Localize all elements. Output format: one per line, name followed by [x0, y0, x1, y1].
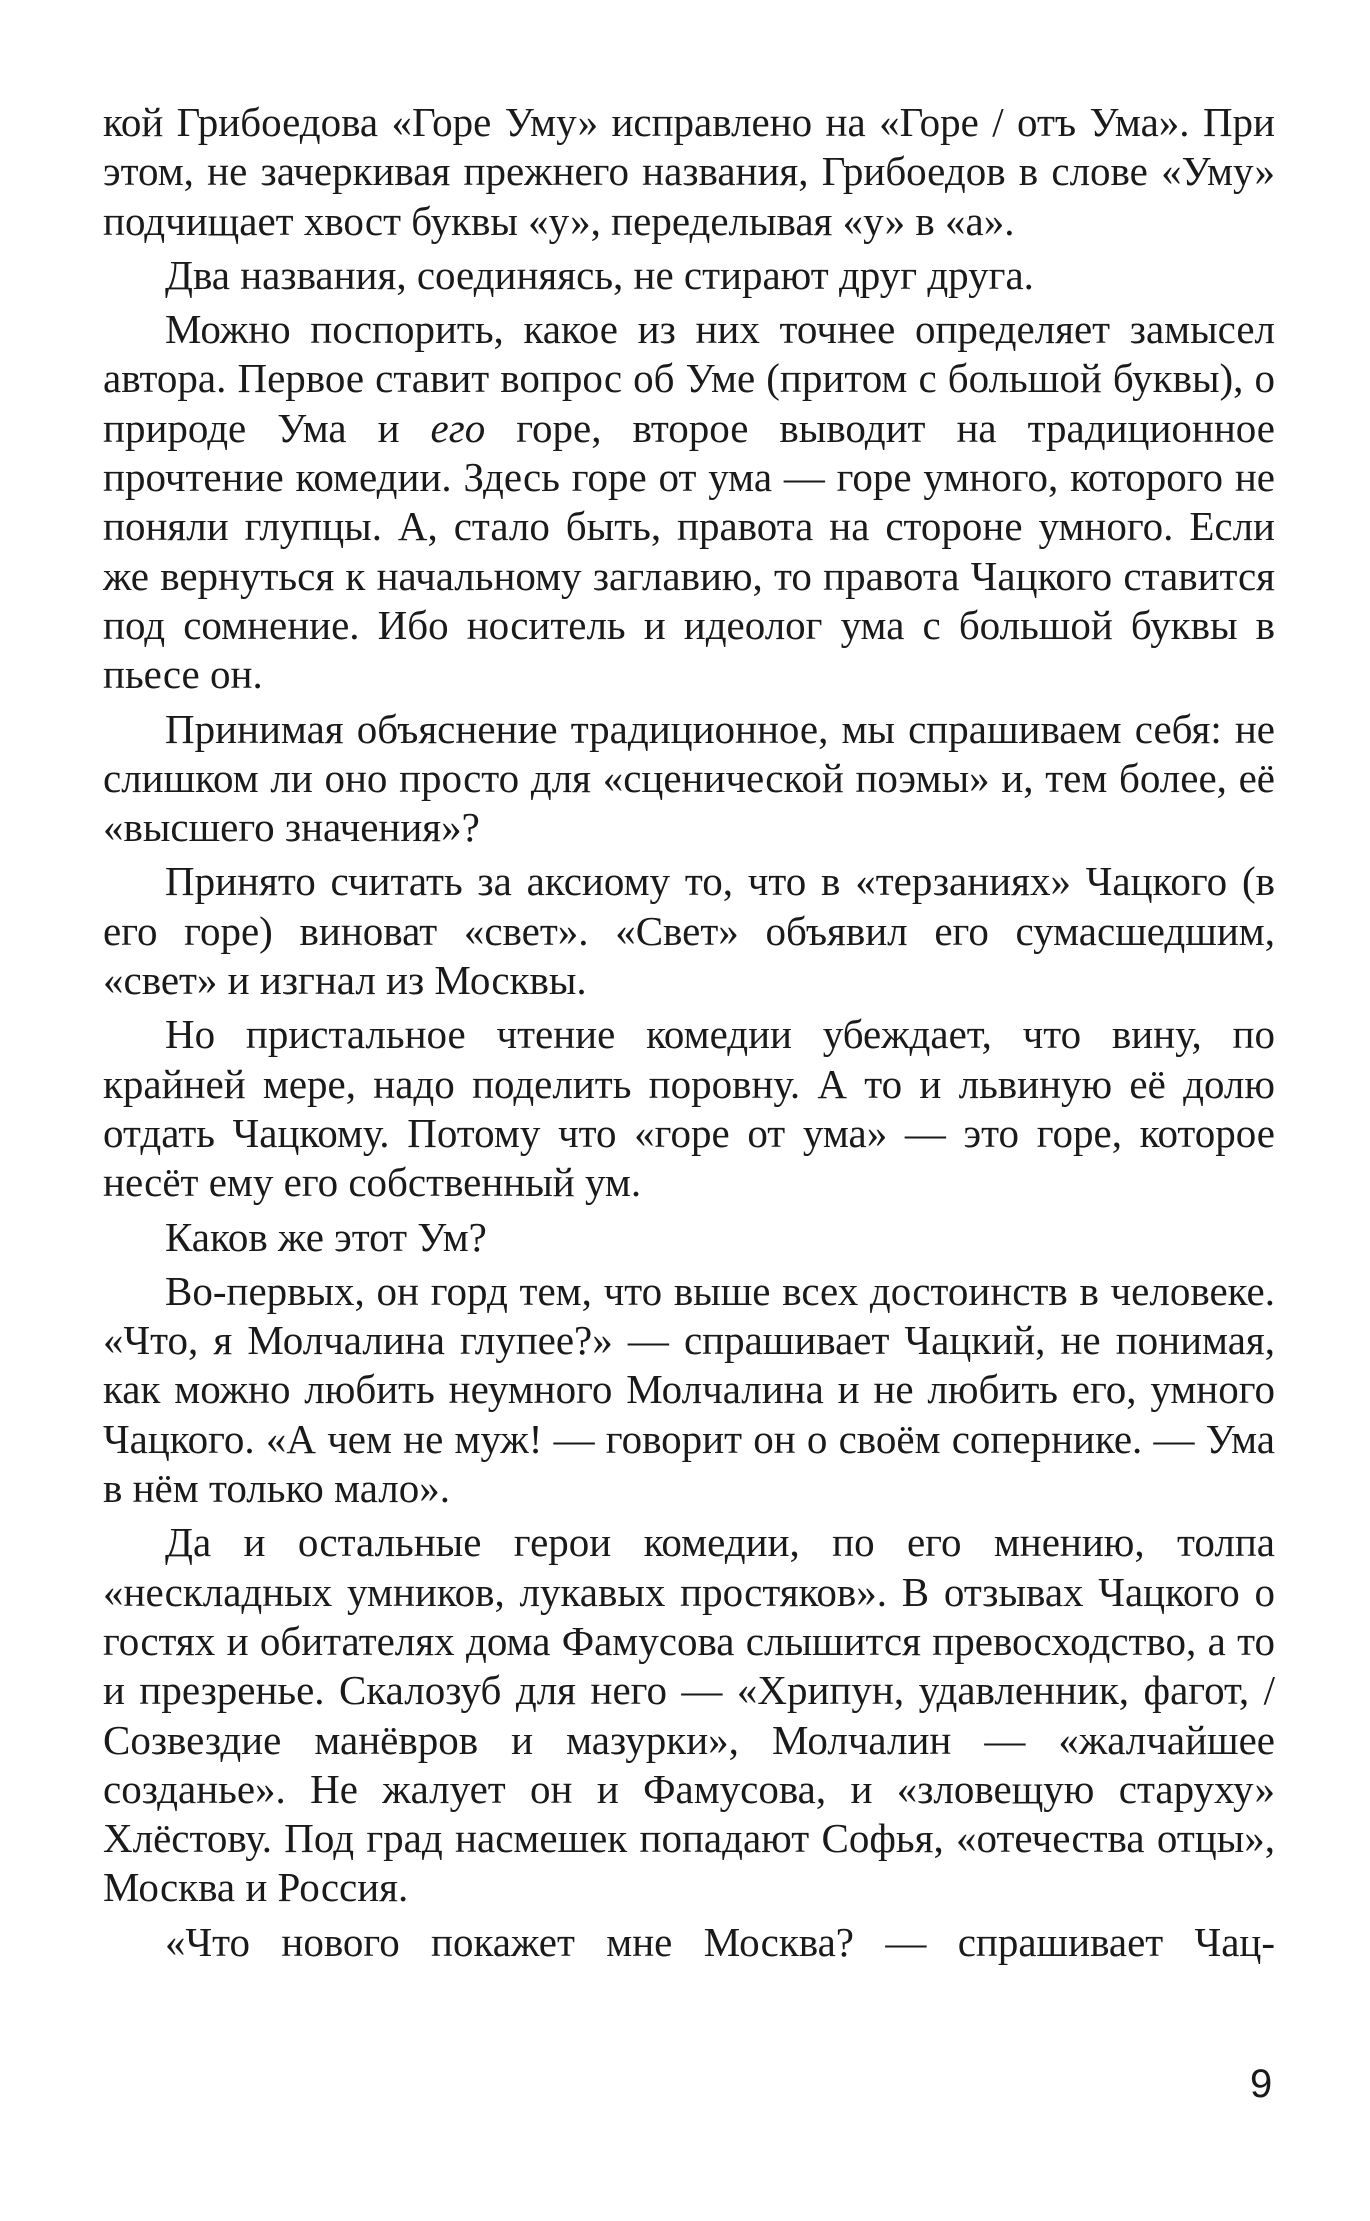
paragraph-text: горе, второе выводит на традиционное прочтение комедии. Здесь горе от ума — горе умного, которого не поняли глупцы. А, стало быть, правота на стороне умного. Если же вернуться к начальному заглавию, то правота Чацкого ставится под сомнение. Ибо носитель и идеолог ума с большой буквы в пьесе он.: [103, 404, 1275, 698]
paragraph-text: Принимая объяснение традиционное, мы спрашиваем себя: не слишком ли оно просто для «сценической поэмы» и, тем более, её «высшего значения»?: [103, 705, 1275, 851]
paragraph-text: «Что нового покажет мне Москва? — спрашивает Чац-: [165, 1918, 1275, 1965]
page-number: 9: [1250, 2062, 1273, 2106]
paragraph: [103, 251, 1275, 300]
paragraph: [103, 305, 1275, 699]
emphasized-text: его: [430, 404, 486, 451]
paragraph: [103, 1010, 1275, 1207]
paragraph-text: Принято считать за аксиому то, что в «терзаниях» Чацкого (в его горе) виноват «свет». «Свет» объявил его сумасшедшим, «свет» и изгнал из Москвы.: [103, 858, 1275, 1004]
paragraph: [103, 1213, 1275, 1262]
paragraph-text: кой Грибоедова «Горе Уму» исправлено на «Горе / отъ Ума». При этом, не зачеркивая прежнего названия, Грибоедов в слове «Уму» подчищает хвост буквы «у», переделывая «у» в «а».: [103, 99, 1275, 244]
paragraph-text: Но пристальное чтение комедии убеждает, что вину, по крайней мере, надо поделить поровну. А то и львиную её долю отдать Чацкому. Потому что «горе от ума» — это горе, которое несёт ему его собственный ум.: [103, 1011, 1275, 1206]
paragraph: [103, 1518, 1275, 1912]
paragraph-text: Каков же этот Ум?: [165, 1213, 487, 1260]
paragraph: [103, 1267, 1275, 1513]
paragraph-text: Два названия, соединяясь, не стирают друг друга.: [165, 251, 1034, 298]
paragraph: [103, 705, 1275, 853]
paragraph: [103, 98, 1275, 246]
paragraph: [103, 857, 1275, 1005]
paragraph-text: Во-первых, он горд тем, что выше всех достоинств в человеке. «Что, я Молчалина глупее?» — спрашивает Чацкий, не понимая, как можно любить неумного Молчалина и не любить его, умного Чацкого. «А чем не муж! — говорит он о своём сопернике. — Ума в нём только мало».: [103, 1267, 1275, 1512]
paragraph: [103, 1918, 1275, 1967]
paragraph-text: Можно поспорить, какое из них точнее определяет замысел автора. Первое ставит вопрос об Уме (притом с большой буквы), о природе Ума и: [103, 306, 1275, 451]
body-text: [103, 98, 1275, 1967]
paragraph-text: Да и остальные герои комедии, по его мнению, толпа «нескладных умников, лукавых простяков». В отзывах Чацкого о гостях и обитателях дома Фамусова слышится превосходство, а то и презренье. Скалозуб для него — «Хрипун, удавленник, фагот, / Созвездие манёвров и мазурки», Молчалин — «жалчайшее созданье». Не жалует он и Фамусова, и «зловещую старуху» Хлёстову. Под град насмешек попадают Софья, «отечества отцы», Москва и Россия.: [103, 1519, 1275, 1911]
